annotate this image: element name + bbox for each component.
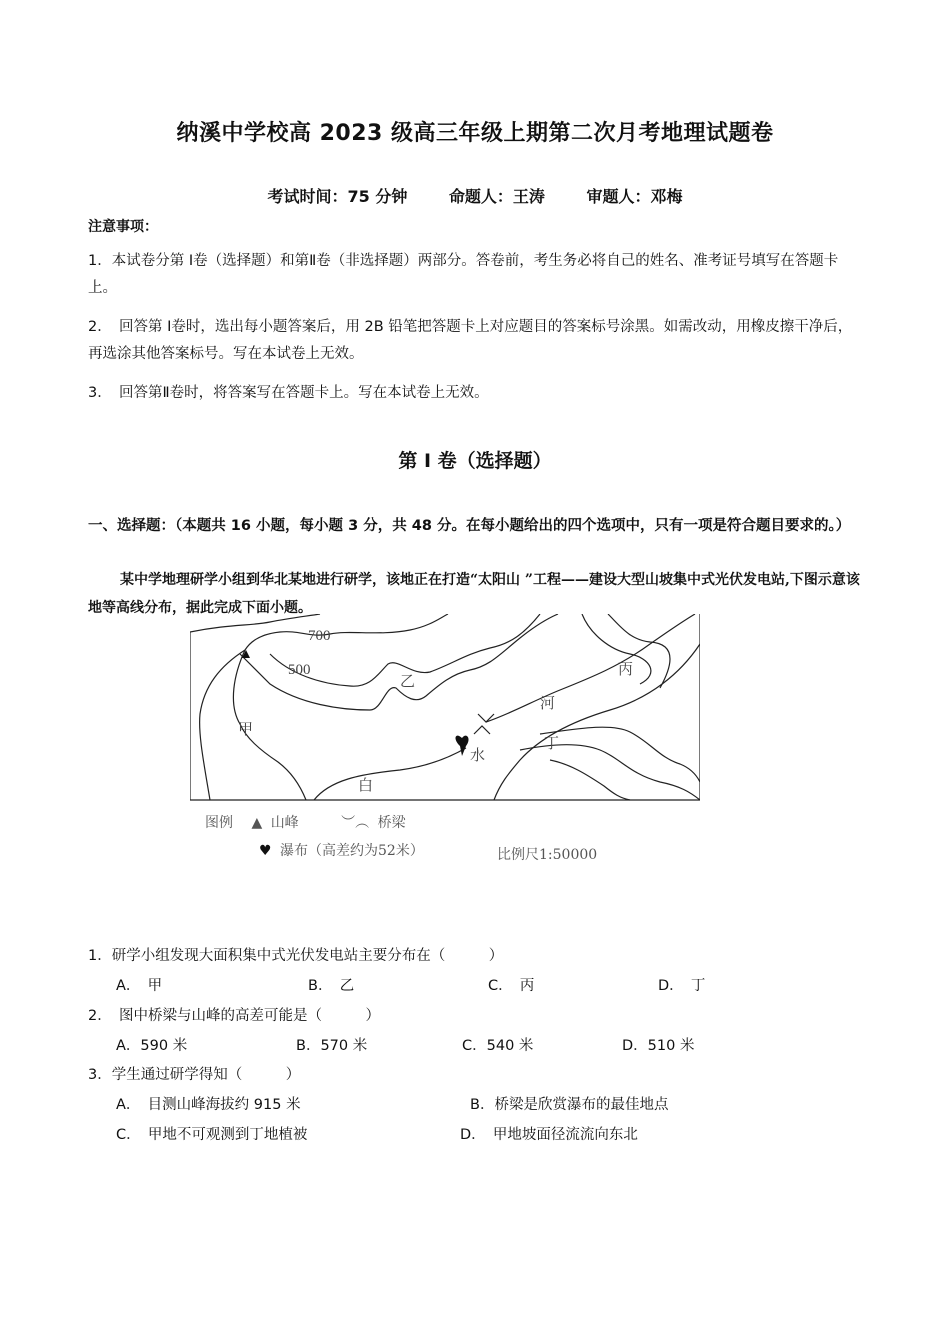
river-bank [486, 614, 695, 722]
exam-setter: 命题人：王涛 [448, 187, 545, 206]
river-bank [314, 748, 466, 800]
legend-scale: 比例尺1:50000 [497, 847, 598, 863]
place-label-ding: 丁 [544, 734, 560, 752]
question-3-option-d: D． 甲地坡面径流流向东北 [460, 1127, 638, 1143]
note-item-2: 2． 回答第 Ⅰ卷时，选出每小题答案后，用 2B 铅笔把答题卡上对应题目的答案标号涂黑。如需改动，用橡皮擦干净后，再选涂其他答案标号。写在本试卷上无效。 [88, 319, 853, 362]
question-2-stem: 2． 图中桥梁与山峰的高差可能是（ ） [88, 1008, 380, 1024]
legend-bridge: 桥梁 [377, 815, 406, 831]
contour-line [582, 614, 651, 684]
legend-bridge-icon: ︶︵ [341, 815, 370, 831]
place-label-shui: 水 [470, 746, 486, 764]
page-title: 纳溪中学校高 2023 级高三年级上期第二次月考地理试题卷 [176, 121, 774, 146]
exam-reviewer: 审题人：邓梅 [586, 187, 683, 206]
question-2-option-d: D．510 米 [622, 1038, 695, 1054]
map-frame [190, 614, 700, 800]
question-3-option-c: C． 甲地不可观测到丁地植被 [116, 1127, 308, 1143]
legend-peak-icon: ▲ [251, 815, 263, 831]
question-1-option-b: B． 乙 [308, 978, 355, 994]
question-1-option-c: C． 丙 [488, 978, 535, 994]
contour-line [550, 760, 630, 800]
contour-line [245, 614, 448, 650]
contour-line [520, 745, 700, 800]
question-group-heading: 一、选择题：（本题共 16 小题，每小题 3 分，共 48 分。在每小题给出的四个选项中，只有一项是符合题目要求的。） [88, 518, 851, 534]
question-3-stem: 3．学生通过研学得知（ ） [88, 1067, 301, 1083]
notes-heading: 注意事项： [88, 219, 158, 235]
place-label-bai: 白 [358, 776, 374, 794]
contour-line [190, 614, 320, 632]
place-label-bing: 丙 [618, 660, 634, 678]
bridge-icon [478, 714, 494, 722]
question-1-option-a: A． 甲 [116, 978, 163, 994]
question-3-option-b: B．桥梁是欣赏瀑布的最佳地点 [470, 1097, 669, 1113]
note-item-3: 3． 回答第Ⅱ卷时，将答案写在答题卡上。写在本试卷上无效。 [88, 385, 489, 401]
exam-time: 考试时间：75 分钟 [267, 187, 408, 206]
exam-meta [0, 184, 950, 207]
legend-peak: 山峰 [270, 815, 299, 831]
bridge-icon [474, 726, 490, 734]
legend-waterfall: 瀑布（高差约为52米） [280, 843, 424, 859]
legend-title: 图例 [205, 815, 233, 831]
contour-label-700: 700 [308, 628, 331, 644]
place-label-yi: 乙 [400, 672, 416, 690]
question-2-option-c: C．540 米 [462, 1038, 534, 1054]
question-2-option-b: B．570 米 [296, 1038, 368, 1054]
contour-map [190, 614, 700, 808]
question-3-option-a: A． 目测山峰海拔约 915 米 [116, 1097, 301, 1113]
section-title: 第 Ⅰ 卷（选择题） [398, 450, 552, 472]
question-1-stem: 1．研学小组发现大面积集中式光伏发电站主要分布在（ ） [88, 948, 504, 964]
contour-line [540, 727, 700, 782]
place-label-he: 河 [540, 694, 556, 712]
contour-label-500: 500 [288, 662, 311, 678]
question-2-option-a: A．590 米 [116, 1038, 188, 1054]
note-item-1: 1．本试卷分第 Ⅰ卷（选择题）和第Ⅱ卷（非选择题）两部分。答卷前，考生务必将自己的姓名、准考证号填写在答题卡上。 [88, 253, 839, 296]
legend-waterfall-icon: ♥ [259, 843, 272, 859]
question-1-option-d: D． 丁 [658, 978, 706, 994]
question-group-intro: 某中学地理研学小组到华北某地进行研学，该地正在打造“太阳山 ”工程——建设大型山坡集中式光伏发电站,下图示意该地等高线分布，据此完成下面小题。 [88, 572, 860, 616]
place-label-jia: 甲 [238, 720, 254, 738]
